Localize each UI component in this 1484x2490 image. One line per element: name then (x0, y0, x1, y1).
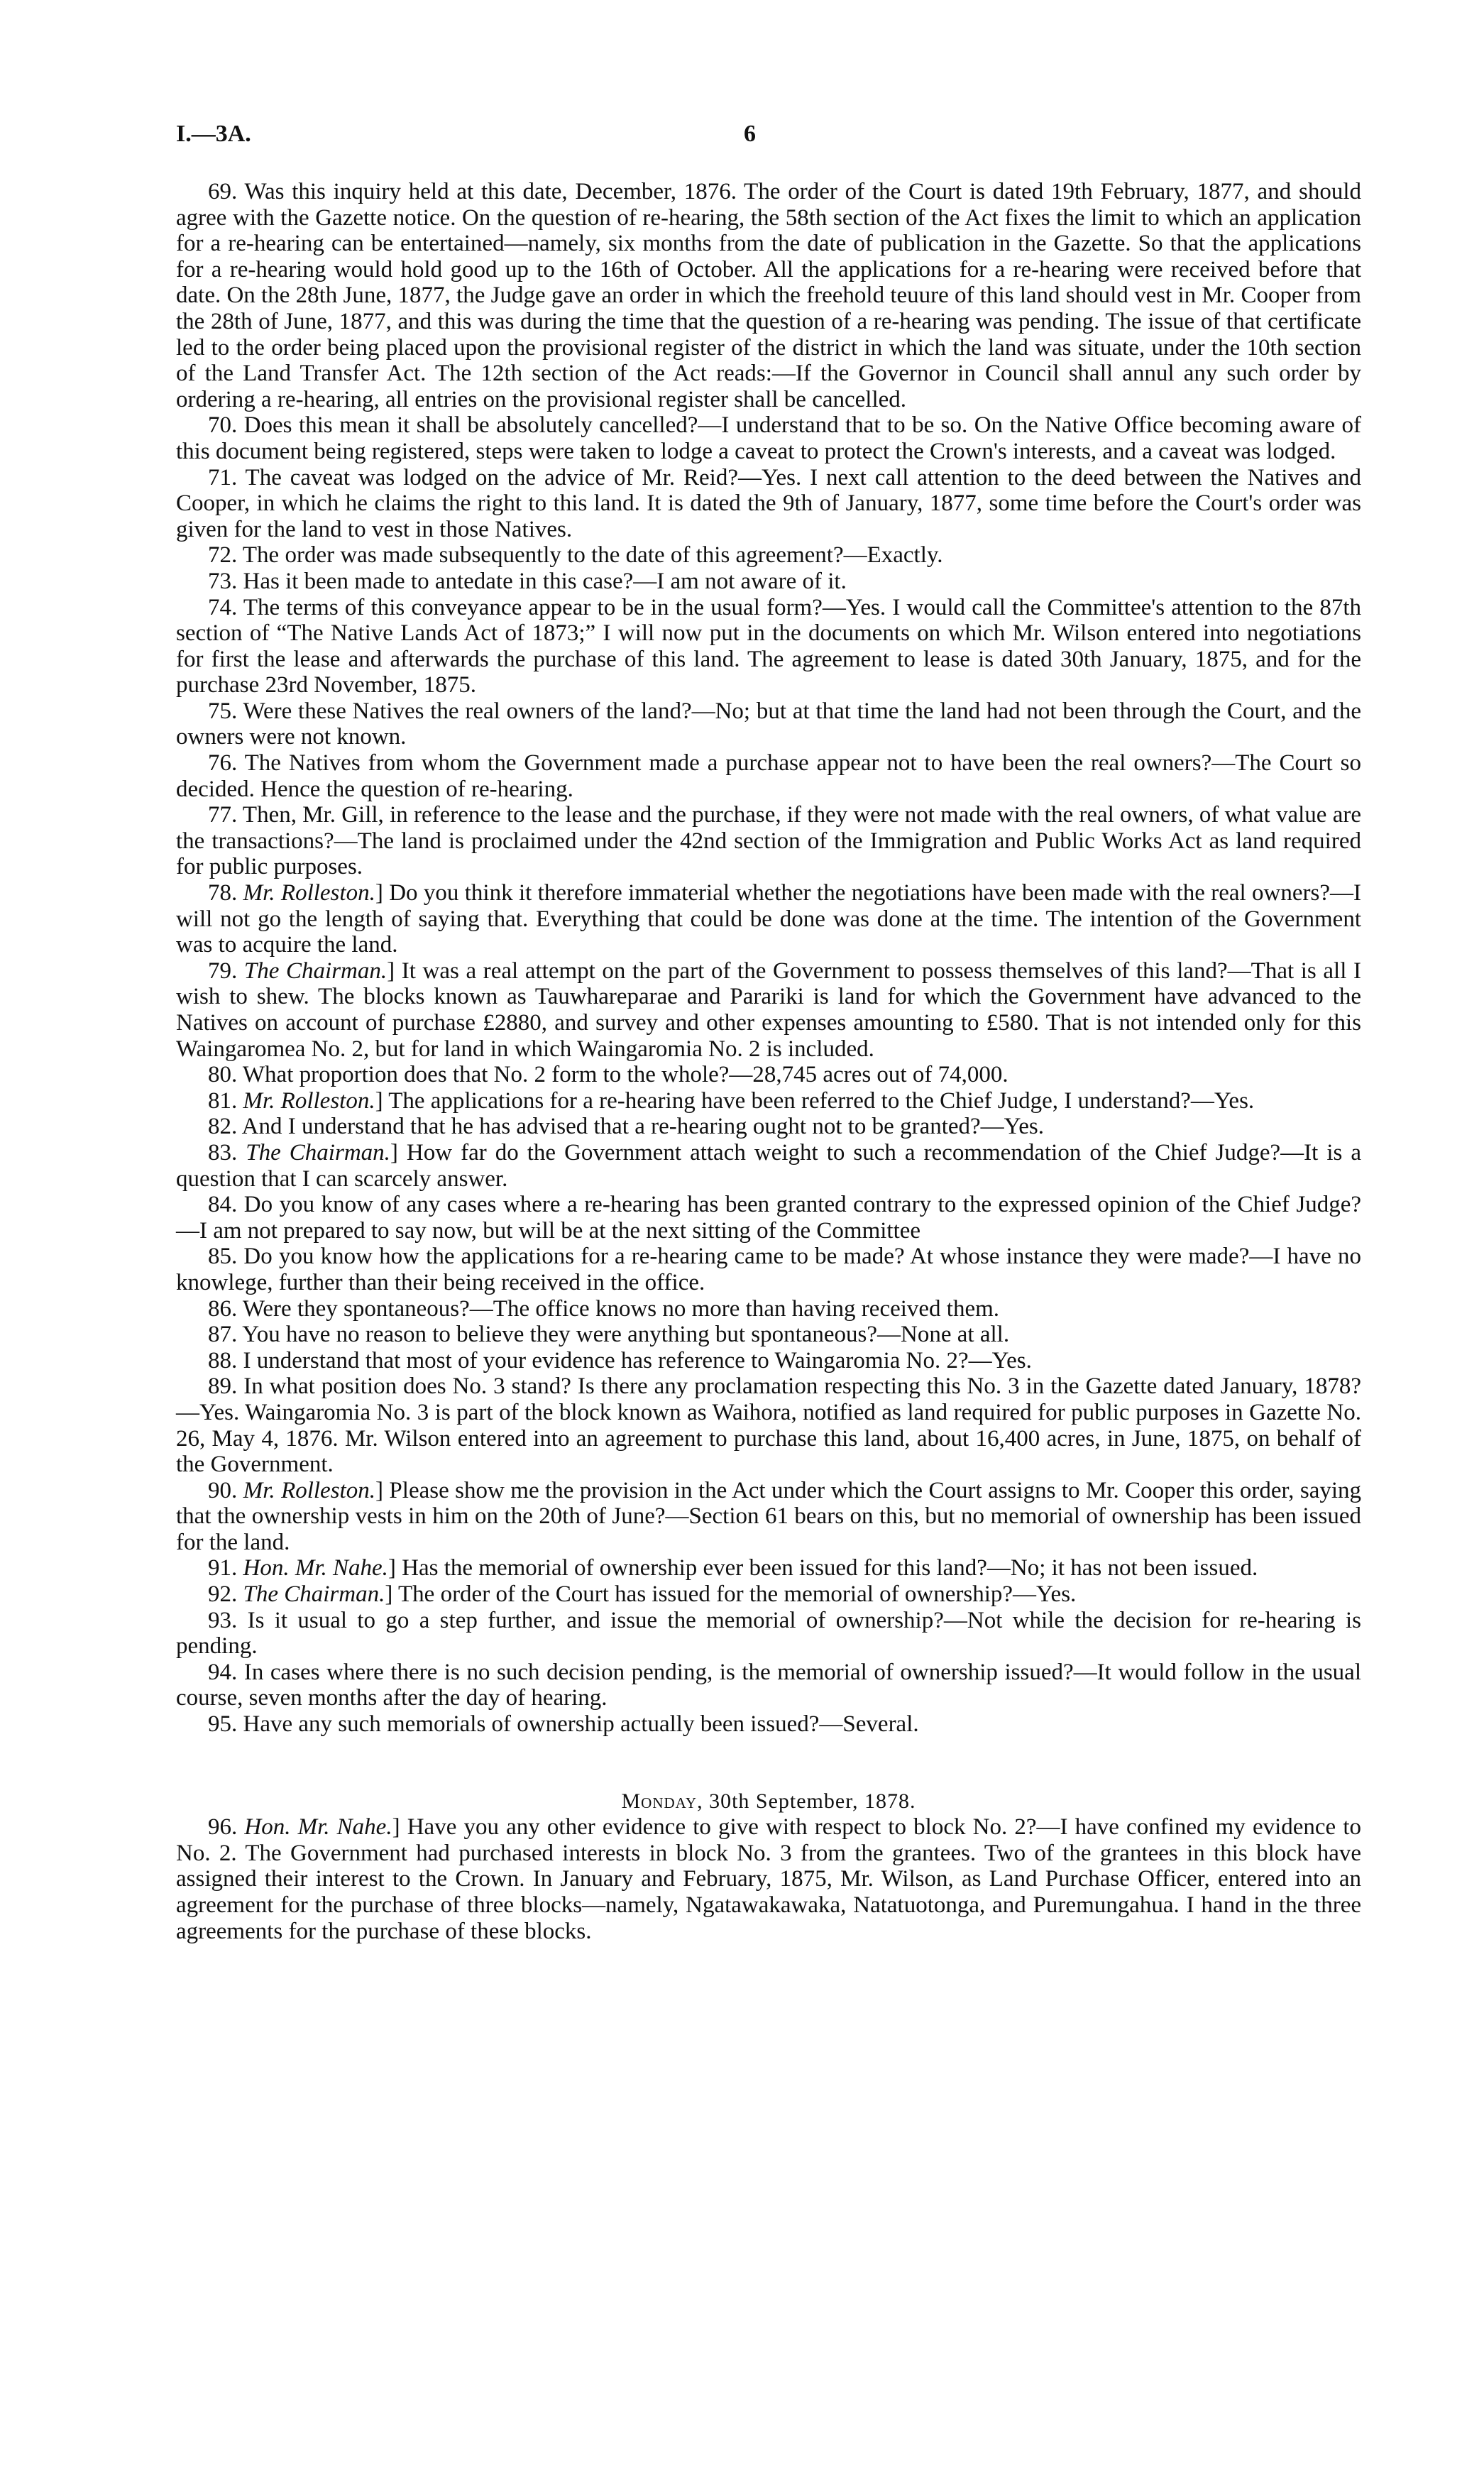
question-number: 92. (208, 1581, 238, 1608)
paragraph (176, 750, 1361, 802)
paragraph (176, 595, 1361, 698)
paragraph: 83. The Chairman.] How far do the Government attach weight to such a recommendation of the Chief Judge?—It is a question that I can scarcely answer. (176, 1139, 1362, 1192)
question-number: 96. (208, 1814, 238, 1841)
body-text (176, 179, 1361, 1944)
paragraph-text: 73. Has it been made to antedate in this case?—I am not aware of it. (208, 568, 847, 594)
paragraph-text: 75. Were these Natives the real owners of the land?—No; but at that time the land had not been through the Court, and the owners were not known. (176, 698, 1361, 750)
paragraph-text: 74. The terms of this conveyance appear to be in the usual form?—Yes. I would call the Committee's attention to the 87th section of “The Native Lands Act of 1873;” I will now put in the documents on which Mr. Wilson entered into negotiations for first the lease and afterwards the purchase of this land. The agreement to lease is dated 30th January, 1875, and for the purchase 23rd November, 1875. (176, 594, 1361, 698)
paragraph-text: 84. Do you know of any cases where a re-hearing has been granted contrary to the expressed opinion of the Chief Judge?—I am not prepared to say now, but will be at the next sitting of the Committee (176, 1192, 1361, 1244)
speaker-name: The Chairman. (246, 1139, 390, 1166)
paragraph (176, 465, 1361, 543)
question-number: 91. (208, 1555, 238, 1581)
paragraph: 92. The Chairman.] The order of the Court has issued for the memorial of ownership?—Yes. (208, 1581, 1077, 1608)
question-number: 83. (208, 1139, 238, 1166)
question-number: 81. (208, 1087, 238, 1114)
paragraph: 91. Hon. Mr. Nahe.] Has the memorial of ownership ever been issued for this land?—No; it has not been issued. (208, 1555, 1258, 1581)
paragraph (176, 1062, 1361, 1088)
paragraph-text: 72. The order was made subsequently to the date of this agreement?—Exactly. (208, 542, 943, 569)
page-number: 6 (744, 121, 756, 147)
question-number: 79. (208, 958, 238, 984)
evidence-paragraphs-continued (176, 1814, 1361, 1944)
paragraph-text: 69. Was this inquiry held at this date, December, 1876. The order of the Court is dated 19th February, 1877, and should agree with the Gazette notice. On the question of re-hearing, the 58th section of the Act fixes the limit to which an application for a re-hearing can be entertained—namely, six months from the date of publication in the Gazette. So that the applications for a re-hearing would hold good up to the 16th of October. All the applications for a re-hearing were received before that date. On the 28th June, 1877, the Judge gave an order in which the freehold teuure of this land should vest in Mr. Cooper from the 28th of June, 1877, and this was during the time that the question of a re-hearing was pending. The issue of that certificate led to the order being placed upon the provisional register of the district in which the land was situate, under the 10th section of the Land Transfer Act. The 12th section of the Act reads:—If the Governor in Council shall annul any such order by ordering a re-hearing, all entries on the provisional register shall be cancelled. (176, 179, 1361, 412)
paragraph (176, 1660, 1361, 1711)
paragraph-text: 80. What proportion does that No. 2 form to the whole?—28,745 acres out of 74,000. (208, 1062, 1008, 1088)
paragraph (176, 1608, 1361, 1660)
speaker-name: Hon. Mr. Nahe. (244, 1814, 392, 1841)
paragraph-text: How far do the Government attach weight to such a recommendation of the Chief Judge?—It is a question that I can scarcely answer. (176, 1139, 1362, 1192)
paragraph (176, 569, 1361, 595)
paragraph (176, 802, 1361, 880)
paragraph: 81. Mr. Rolleston.] The applications for a re-hearing have been referred to the Chief Judge, I understand?—Yes. (208, 1087, 1255, 1114)
paragraph-text: Do you think it therefore immaterial whether the negotiations have been made with the real owners?—I will not go the length of saying that. Everything that could be done was done at the time. The intention of the Government was to acquire the land. (176, 880, 1362, 958)
paragraph-text: The order of the Court has issued for the memorial of ownership?—Yes. (398, 1581, 1077, 1608)
date-heading-day: Monday (621, 1789, 698, 1813)
paragraph (176, 1114, 1361, 1140)
date-heading-rest: , 30th September, 1878. (697, 1789, 916, 1813)
paragraph (176, 179, 1361, 412)
document-reference: I.—3A. (176, 121, 251, 147)
question-number: 78. (208, 880, 238, 906)
speaker-name: Mr. Rolleston. (243, 1087, 375, 1114)
speaker-name: The Chairman. (243, 1581, 385, 1608)
paragraph-text: 82. And I understand that he has advised that a re-hearing ought not to be granted?—Yes. (208, 1114, 1044, 1140)
paragraph-text: 86. Were they spontaneous?—The office knows no more than having received them. (208, 1295, 1000, 1322)
paragraph-text: 95. Have any such memorials of ownership actually been issued?—Several. (208, 1711, 919, 1738)
paragraph (176, 1373, 1361, 1477)
paragraph-text: The applications for a re-hearing have been referred to the Chief Judge, I understand?—Yes. (388, 1087, 1255, 1114)
paragraph: 79. The Chairman.] It was a real attempt on the part of the Government to possess themselves of this land?—That is all I wish to shew. The blocks known as Tauwhareparae and Parariki is land for which the Government have advanced to the Natives on account of purchase £2880, and survey and other expenses amounting to £580. That is not intended only for this Waingaromea No. 2, but for land in which Waingaromia No. 2 is included. (176, 958, 1362, 1062)
paragraph-text: Please show me the provision in the Act under which the Court assigns to Mr. Cooper this order, saying that the ownership vests in him on the 20th of June?—Section 61 bears on this, but no memorial of ownership has been issued for the land. (176, 1477, 1362, 1555)
paragraph-text: 76. The Natives from whom the Government made a purchase appear not to have been the real owners?—The Court so decided. Hence the question of re-hearing. (176, 750, 1361, 802)
paragraph-text: 87. You have no reason to believe they were anything but spontaneous?—None at all. (208, 1322, 1010, 1348)
question-number: 90. (208, 1477, 238, 1503)
speaker-name: Mr. Rolleston. (243, 880, 375, 906)
paragraph-text: 89. In what position does No. 3 stand? Is there any proclamation respecting this No. 3 in the Gazette dated January, 1878?—Yes. Waingaromia No. 3 is part of the block known as Waihora, notified as land required for public purposes in Gazette No. 26, May 4, 1876. Mr. Wilson entered into an agreement to purchase this land, about 16,400 acres, in June, 1875, on behalf of the Government. (176, 1373, 1361, 1478)
paragraph (176, 1244, 1361, 1295)
paragraph-text: 94. In cases where there is no such decision pending, is the memorial of ownership issued?—It would follow in the usual course, seven months after the day of hearing. (176, 1659, 1361, 1711)
paragraph-text: It was a real attempt on the part of the Government to possess themselves of this land?—That is all I wish to shew. The blocks known as Tauwhareparae and Parariki is land for which the Government have advanced to the Natives on account of purchase £2880, and survey and other expenses amounting to £580. That is not intended only for this Waingaromea No. 2, but for land in which Waingaromia No. 2 is included. (176, 958, 1362, 1062)
paragraph (176, 698, 1361, 750)
paragraph-text: 88. I understand that most of your evidence has reference to Waingaromia No. 2?—Yes. (208, 1347, 1032, 1373)
paragraph-text: 93. Is it usual to go a step further, and issue the memorial of ownership?—Not while the decision for re-hearing is pending. (176, 1607, 1361, 1660)
paragraph: 90. Mr. Rolleston.] Please show me the provision in the Act under which the Court assigns to Mr. Cooper this order, saying that the ownership vests in him on the 20th of June?—Section 61 bears on this, but no memorial of ownership has been issued for the land. (176, 1477, 1362, 1555)
paragraph-text: 77. Then, Mr. Gill, in reference to the lease and the purchase, if they were not made with the real owners, of what value are the transactions?—The land is proclaimed under the 42nd section of the Immigration and Public Works Act as land required for public purposes. (176, 802, 1361, 880)
evidence-paragraphs (176, 179, 1361, 1738)
date-heading (176, 1789, 1361, 1815)
speaker-name: Mr. Rolleston. (243, 1477, 375, 1503)
paragraph (176, 1296, 1361, 1322)
paragraph: 78. Mr. Rolleston.] Do you think it therefore immaterial whether the negotiations have been made with the real owners?—I will not go the length of saying that. Everything that could be done was done at the time. The intention of the Government was to acquire the land. (176, 880, 1362, 958)
paragraph-text: Have you any other evidence to give with respect to block No. 2?—I have confined my evidence to No. 2. The Government had purchased interests in block No. 3 from the grantees. Two of the grantees in this block have assigned their interest to the Crown. In January and February, 1875, Mr. Wilson, as Land Purchase Officer, entered into an agreement for the purchase of three blocks—namely, Ngatawakawaka, Natatuotonga, and Puremungahua. I hand in the three agreements for the purchase of these blocks. (176, 1814, 1362, 1944)
speaker-name: Hon. Mr. Nahe. (243, 1555, 388, 1581)
paragraph (176, 412, 1361, 464)
paragraph-text: 70. Does this mean it shall be absolutely cancelled?—I understand that to be so. On the Native Office becoming aware of this document being registered, steps were taken to lodge a caveat to protect the Crown's interests, and a caveat was lodged. (176, 412, 1361, 464)
paragraph (176, 1322, 1361, 1348)
page-header (176, 121, 1383, 163)
paragraph-text: Has the memorial of ownership ever been issued for this land?—No; it has not been issued. (402, 1555, 1258, 1581)
paragraph (176, 1711, 1361, 1738)
paragraph (176, 542, 1361, 569)
paragraph (176, 1192, 1361, 1244)
paragraph: 96. Hon. Mr. Nahe.] Have you any other evidence to give with respect to block No. 2?—I have confined my evidence to No. 2. The Government had purchased interests in block No. 3 from the grantees. Two of the grantees in this block have assigned their interest to the Crown. In January and February, 1875, Mr. Wilson, as Land Purchase Officer, entered into an agreement for the purchase of three blocks—namely, Ngatawakawaka, Natatuotonga, and Puremungahua. I hand in the three agreements for the purchase of these blocks. (176, 1814, 1362, 1944)
paragraph-text: 71. The caveat was lodged on the advice of Mr. Reid?—Yes. I next call attention to the deed between the Natives and Cooper, in which he claims the right to this land. It is dated the 9th of January, 1877, some time before the Court's order was given for the land to vest in those Natives. (176, 464, 1361, 542)
paragraph (176, 1348, 1361, 1374)
speaker-name: The Chairman. (243, 958, 388, 984)
paragraph-text: 85. Do you know how the applications for a re-hearing came to be made? At whose instance they were made?—I have no knowlege, further than their being received in the office. (176, 1244, 1361, 1295)
